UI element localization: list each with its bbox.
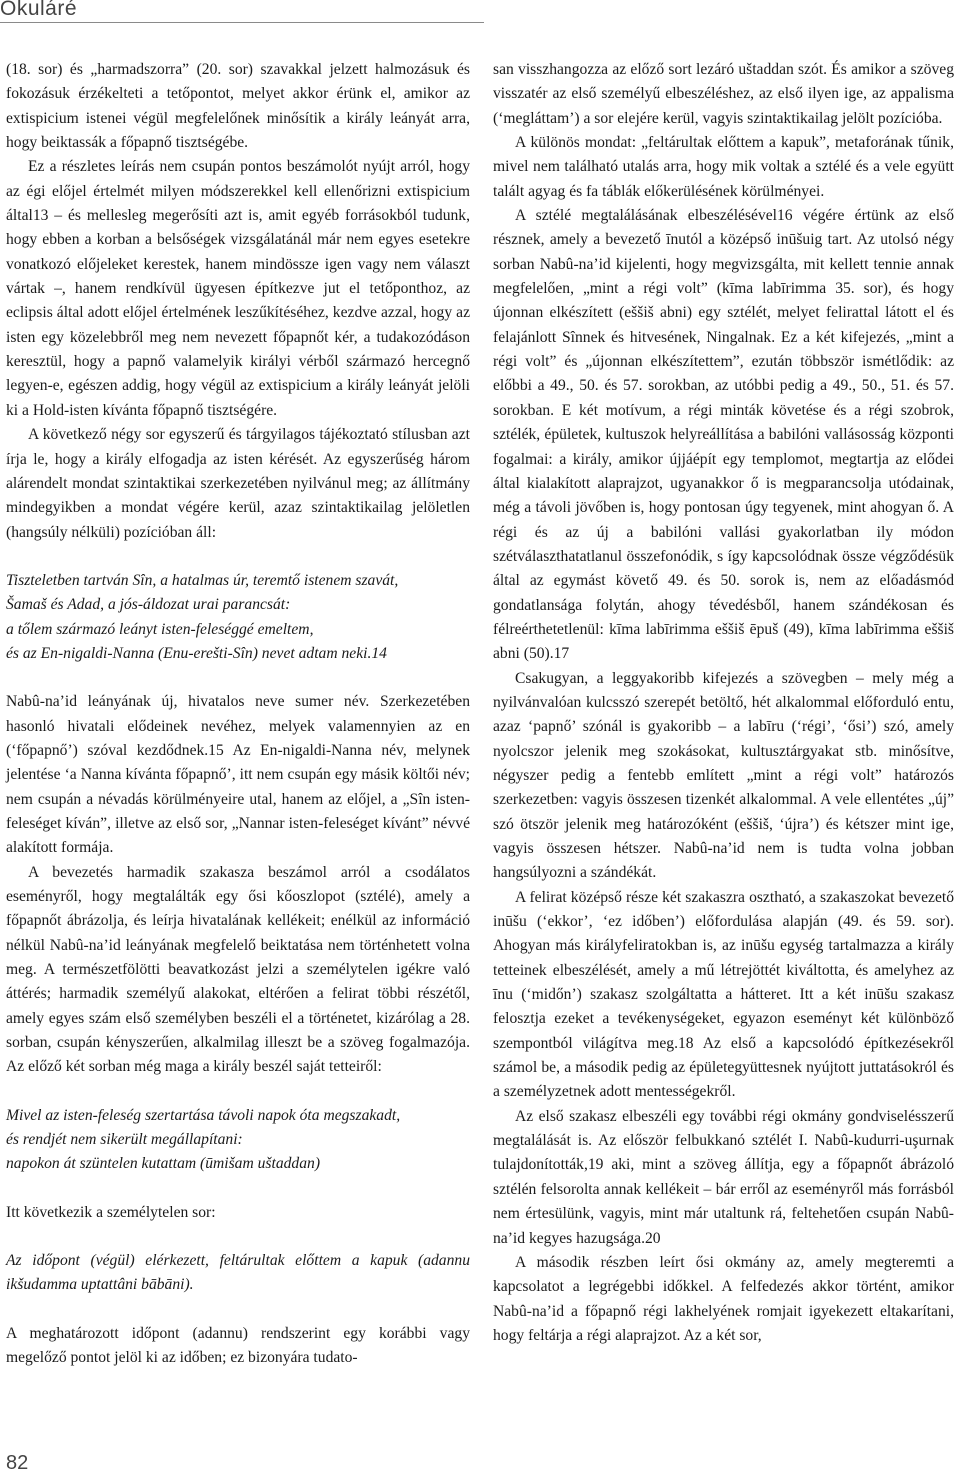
- quote-line: és rendjét nem sikerült megállapítani:: [6, 1131, 243, 1149]
- paragraph: Az első szakasz elbeszéli egy további régi okmány gondviselésszerű megtalálását is. Az először felbukkanó sztélét I. Nabû-kudurri-uşurnak tulajdonították,19 aki, mint a szöveg állítja, egy a főpapnőt ábrázoló sztélén felsorolta annak kellékeit – bár erről az eseményről más forrásból nem értesülünk, vagyis, mint már utaltunk rá, feltehetően csupán Nabû-na’id kegyes hazugsága.20: [493, 1107, 954, 1247]
- paragraph: A meghatározott időpont (adannu) rendszerint egy korábbi vagy megelőző pontot jelöl ki az időben; ez bizonyára tudato-: [6, 1324, 470, 1367]
- block-quote: [6, 1249, 470, 1298]
- quote-line: Mivel az isten-feleség szertartása távoli napok óta megszakadt,: [6, 1106, 401, 1124]
- paragraph: Nabû-na’id leányának új, hivatalos neve sumer név. Szerkezetében hasonló hivatali elődeinek nevéhez, melyek valamennyien az en (‘főpapnő’) szóval kezdődnek.15 Az En-nigaldi-Nanna név, melynek jelentése ‘a Nanna kívánta főpapnő’, itt nem csupán egy másik költői név; nem csupán a névadás körülményeire utal, hanem az előjel, a „Sîn isten-feleséget kíván”, illetve az első sor, „Nannar isten-feleséget kívánt” névvé alakított formája.: [6, 693, 470, 857]
- paragraph: A felirat középső része két szakaszra osztható, a szakaszokat bevezető inūšu (‘ekkor’, ‘ez időben’) előfordulása alapján (49. és 59. sor). Ahogyan más királyfeliratokban is, az inūšu egység tartalmazza a király tetteinek elbeszélését, amely a mű létrejöttét kiváltotta, és amelyhez az īnu (‘midőn’) szakasz szolgáltatta a hátteret. Itt a két inūšu szakasz felosztja ezeket a tevékenységeket, egyazon eseményt két különböző szempontból világítva meg.18 Az első a kapcsolódó építkezésekről számol be, a második pedig az épületegyüttesnek nyújtott juttatásokról és a személyzetnek adott mentességekről.: [493, 888, 954, 1101]
- paragraph: (18. sor) és „harmadszorra” (20. sor) szavakkal jelzett halmozásuk és fokozásuk érzékelteti a tetőpontot, melyet akkor érünk el, amikor az extispicium istenei végül megfelelőnek minősítik a király leányát arra, hogy beiktassák a főpapnő tisztségébe.: [6, 61, 470, 152]
- paragraph: A sztélé megtalálásának elbeszélésével16 végére értünk az első résznek, amely a bevezető īnutól a középső inūšuig tart. Az utolsó négy sorban Nabû-na’id kijelenti, hogy megvizsgálta, mit kellett tennie annak megfelelően, „mint a régi volt” (kīma labīrimma 35. sor), és hogy újonnan elkészített (eššiš abni) egy sztélét, melyet felirattal látott el és felajánlott Sînnek és hitvesének, Ningalnak. Ez a két kifejezés, „mint a régi volt” és „újonnan elkészítettem”, ezután többször ismétlődik: az előbbi a 49., 50. és 57. sorokban, az utóbbi pedig a 49., 50., 51. és 57. sorokban. E két motívum, a régi minták követése és a régi szobrok, sztélék, épületek, kultuszok helyreállítása a babilóni vallásosság központi fogalmai: a király, amikor újjáépít egy templomot, megtartja az elődei által kialakított alaprajzot, ugyanakkor ő is megparancsolja utódainak, még a távoli jövőben is, hogy pontosan úgy tegyenek, mint ahogyan ő. A régi és az új a babilóni vallási gyakorlatban ily módon szétválaszthatatlanul összefonódik, s így kapcsolódnak össze végződésük által az egymást követő 49. és 50. sorok is, nem az előadásmód gondatlansága folytán, ahogy tévedésből, hanem szándékosan és félreérthetetlenül: kīma labīrimma eššiš ēpuš (49), kīma labīrimma eššiš abni (50).17: [493, 207, 954, 663]
- header-title: Okuláré: [0, 0, 78, 20]
- right-column: [493, 58, 954, 1348]
- running-header: [0, 0, 484, 23]
- paragraph: A következő négy sor egyszerű és tárgyilagos tájékoztató stílusban azt írja le, hogy a király elfogadja az isten kérését. Az egyszerűség három alárendelt mondat szintaktikai szerkezetében nyilvánul meg; az állítmány mindegyikben a mondat végére kerül, azaz szintaktikailag jelöletlen (hangsúly nélküli) pozícióban áll:: [6, 426, 470, 541]
- paragraph: Itt következik a személytelen sor:: [6, 1203, 216, 1221]
- paragraph: A bevezetés harmadik szakasza beszámol arról a csodálatos eseményről, hogy megtalálták egy ősi kőoszlopot (sztélé), amely a főpapnőt ábrázolja, és leírja hivatalának kellékeit; enélkül az információ nélkül Nabû-na’id leányának megfelelő beiktatása nem történhetett volna meg. A természetfölötti beavatkozást jelzi a személytelen igékre való áttérés; harmadik személyű alakokat, eltérően a felirat többi részétől, amely egyes szám első személyben beszéli el a történetet, kizárólag a 28. sorban, csupán kényszerűen, alkalmilag illeszt be a szöveg fogalmazója. Az előző két sorban még maga a király beszél saját tetteiről:: [6, 863, 470, 1076]
- block-quote: [6, 1104, 470, 1177]
- block-quote: [6, 569, 470, 666]
- quote-line: Tiszteletben tartván Sîn, a hatalmas úr, teremtő istenem szavát,: [6, 571, 399, 589]
- quote-line: Az időpont (végül) elérkezett, feltárultak előttem a kapuk (adannu ikšudamma uptattâni bābāni).: [6, 1252, 470, 1294]
- page-number: 82: [6, 1452, 29, 1474]
- quote-line: a tőlem származó leányt isten-feleséggé emeltem,: [6, 620, 314, 638]
- quote-line: napokon át szüntelen kutattam (ūmišam uštaddan): [6, 1155, 321, 1173]
- left-column: [6, 58, 470, 1371]
- paragraph: A különös mondat: „feltárultak előttem a kapuk”, metaforának tűnik, mivel nem található utalás arra, hogy mik voltak a sztélé és a vele együtt talált agyag és fa táblák előkerülésének körülményei.: [493, 134, 954, 200]
- paragraph: Ez a részletes leírás nem csupán pontos beszámolót nyújt arról, hogy az égi előjel értelmét milyen módszerekkel kell ellenőrizni extispicium által13 – és mellesleg megerősíti azt is, amit egyéb forrásokból tudunk, hogy ebben a korban a belsőségek vizsgálatánál már nem egyes esetekre vonatkozó előjeleket kerestek, hanem mindössze igen vagy nem választ vártak –, hanem rendkívül ügyesen építkezve jut el tetőponthoz, az eclipsis által adott előjel értelmének leszűkítéséhez, kezdve azzal, hogy az isten egy közelebbről meg nem nevezett főpapnőt kér, a tudakozódáson keresztül, hogy a papnő valamelyik királyi vérből származó hercegnő legyen-e, egészen addig, hogy végül az extispicium a király leányát jelöli ki a Hold-isten kívánta főpapnő tisztségére.: [6, 158, 470, 419]
- quote-line: Šamaš és Adad, a jós-áldozat urai parancsát:: [6, 596, 291, 614]
- paragraph: Csakugyan, a leggyakoribb kifejezés a szövegben – mely még a nyilvánvalóan kulcsszó szerepét betöltő, hét alkalommal előforduló entu, azaz ‘papnő’ szónál is gyakoribb – a labīru (‘régi’, ‘ősi’) szó, amely nyolcszor jelenik meg szokásokat, kultusztárgyakat stb. minősítve, négyszer pedig a fentebb említett „mint a régi volt” határozós szerkezetben: vagyis összesen tizenkét alkalommal. A vele ellentétes „új” szó ötször jelenik meg határozóként (eššiš, ‘újra’) és kétszer mint ige, vagyis összesen hétszer. Nabû-na’id nem is tudta volna jobban hangsúlyozni a szándékát.: [493, 669, 954, 882]
- paragraph: A második részben leírt ősi okmány az, amely megteremti a kapcsolatot a legrégebbi időkkel. A felfedezés akkor történt, amikor Nabû-na’id a főpapnő régi lakhelyének romjait igyekezett eltakarítani, hogy feltárja a régi alaprajzot. Az a két sor,: [493, 1253, 954, 1344]
- paragraph: san visszhangozza az előző sort lezáró uštaddan szót. És amikor a szöveg visszatér az első személyű elbeszéléshez, az első ilyen ige, az appalisma (‘megláttam’) a sor elejére kerül, vagyis szintaktikailag jelölt pozícióba.: [493, 61, 954, 127]
- quote-line: és az En-nigaldi-Nanna (Enu-erešti-Sîn) nevet adtam neki.14: [6, 644, 387, 662]
